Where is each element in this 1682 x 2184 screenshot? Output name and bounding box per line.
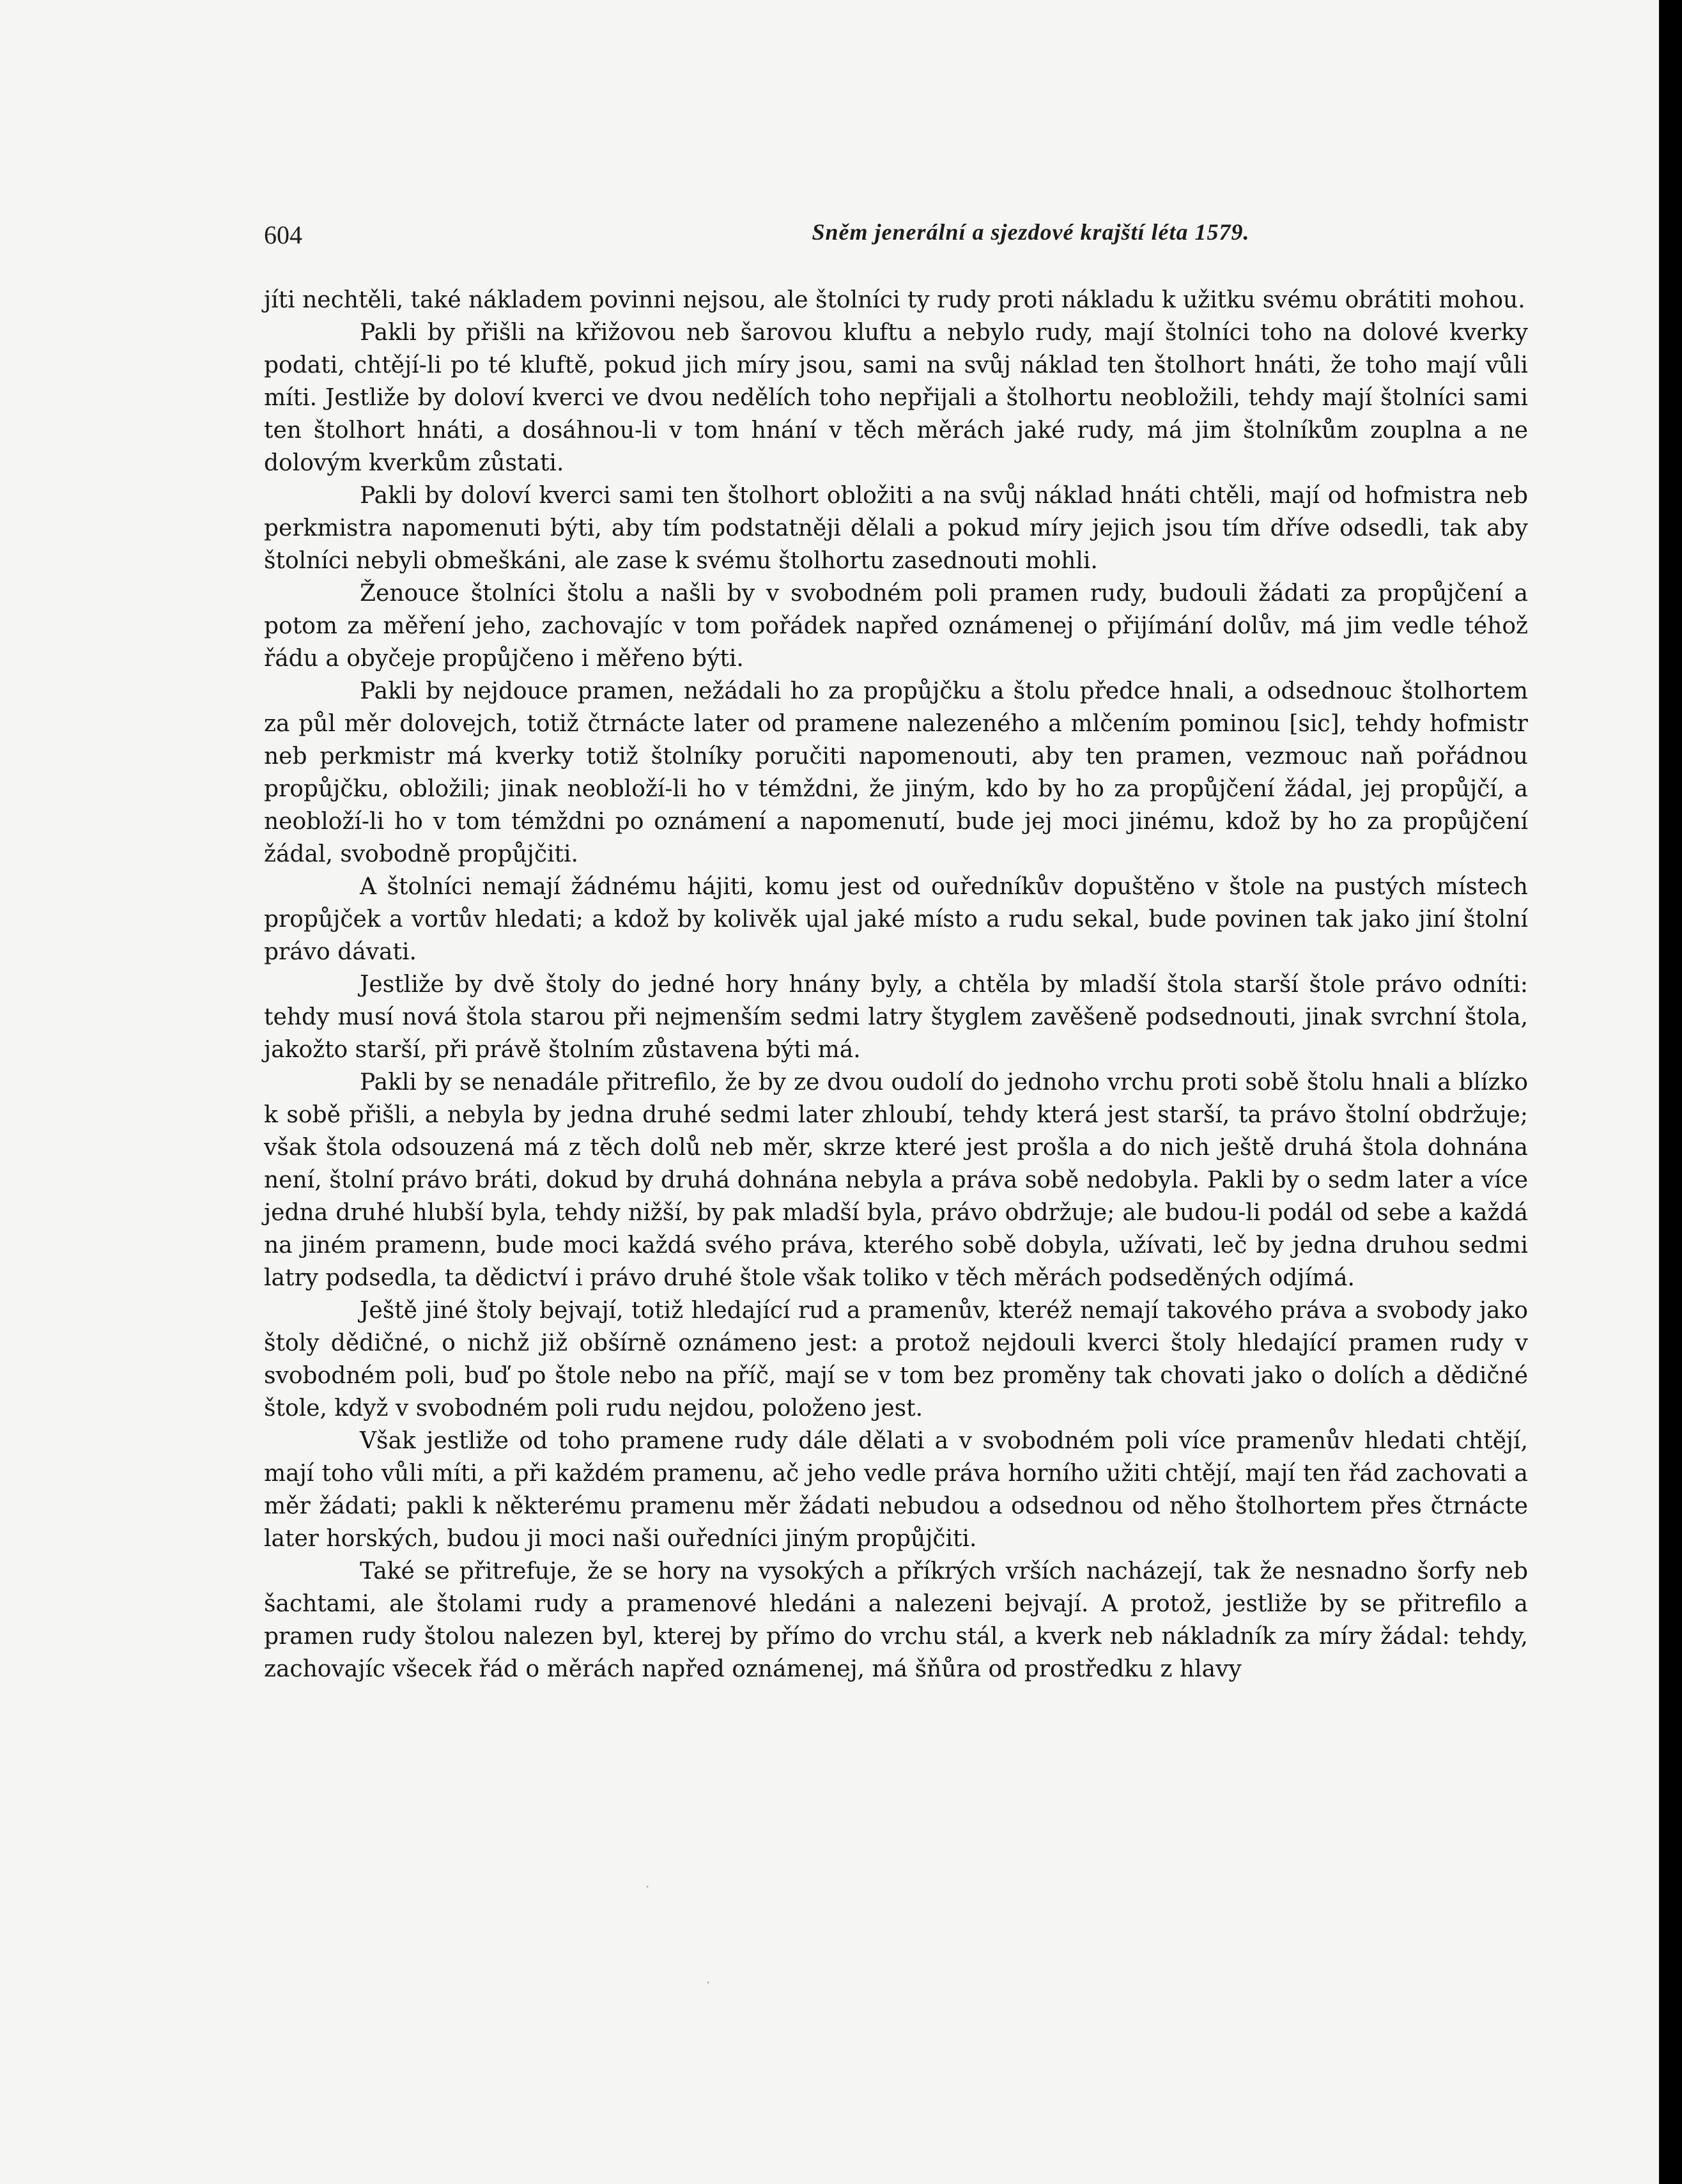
page-header	[264, 216, 1550, 254]
paragraph: A štolníci nemají žádnému hájiti, komu jest od ouředníkův dopuštěno v štole na pustých místech propůjček a vortův hledati; a kdož by kolivěk ujal jaké místo a rudu sekal, bude povinen tak jako jiní štolní právo dávati.	[264, 874, 1528, 965]
paragraph: Pakli by doloví kverci sami ten štolhort obložiti a na svůj náklad hnáti chtěli, mají od hofmistra neb perkmistra napomenuti býti, aby tím podstatněji dělali a pokud míry jejich jsou tím dříve odsedli, tak aby štolníci nebyli obmeškáni, ale zase k svému štolhortu zasednouti mohli.	[264, 483, 1528, 574]
body-text	[264, 284, 1528, 1685]
scan-speck: ·	[706, 1975, 711, 1990]
scan-speck: ·	[645, 1879, 650, 1894]
page-number: 604	[264, 221, 302, 249]
paragraph: Ještě jiné štoly bejvají, totiž hledající rud a pramenův, kteréž nemají takového práva a svobody jako štoly dědičné, o nichž již obšírně oznámeno jest: a protož nejdouli kverci štoly hledající pramen rudy v svobodném poli, buď po štole nebo na příč, mají se v tom bez proměny tak chovati jako o dolích a dědičné štole, když v svobodném poli rudu nejdou, položeno jest.	[264, 1297, 1528, 1421]
paragraph: Ženouce štolníci štolu a našli by v svobodném poli pramen rudy, budouli žádati za propůjčení a potom za měření jeho, zachovajíc v tom pořádek napřed oznámenej o přijímání dolův, má jim vedle téhož řádu a obyčeje propůjčeno i měřeno býti.	[264, 580, 1528, 672]
paragraph: jíti nechtěli, také nákladem povinni nejsou, ale štolníci ty rudy proti nákladu k užitku svému obrátiti mohou.	[264, 287, 1525, 313]
paragraph: Však jestliže od toho pramene rudy dále dělati a v svobodném poli více pramenův hledati chtějí, mají toho vůli míti, a při každém pramenu, ač jeho vedle práva horního užiti chtějí, mají ten řád zachovati a měr žádati; pakli k některému pramenu měr žádati nebudou a odsednou od něho štolhortem přes čtrnácte later horských, budou ji moci naši ouředníci jiným propůjčiti.	[264, 1428, 1528, 1552]
running-title: Sněm jenerální a sjezdové krajští léta 1579.	[812, 219, 1250, 245]
paragraph: Pakli by přišli na křižovou neb šarovou kluftu a nebylo rudy, mají štolníci toho na dolové kverky podati, chtějí-li po té kluftě, pokud jich míry jsou, sami na svůj náklad ten štolhort hnáti, že toho mají vůli míti. Jestliže by doloví kverci ve dvou nedělích toho nepřijali a štolhortu neobložili, tehdy mají štolníci sami ten štolhort hnáti, a dosáhnou-li v tom hnání v těch měrách jaké rudy, má jim štolníkům zouplna a ne dolovým kverkům zůstati.	[264, 320, 1528, 476]
paragraph: Pakli by nejdouce pramen, nežádali ho za propůjčku a štolu předce hnali, a odsednouc štolhortem za půl měr dolovejch, totiž čtrnácte later od pramene nalezeného a mlčením pominou [sic], tehdy hofmistr neb perkmistr má kverky totiž štolníky poručiti napomenouti, aby ten pramen, vezmouc naň pořádnou propůjčku, obložili; jinak neobloží-li ho v témždni, že jiným, kdo by ho za propůjčení žádal, jej propůjčí, a neobloží-li ho v tom témždni po oznámení a napomenutí, bude jej moci jinému, kdož by ho za propůjčení žádal, svobodně propůjčiti.	[264, 678, 1528, 867]
paragraph: Pakli by se nenadále přitrefilo, že by ze dvou oudolí do jednoho vrchu proti sobě štolu hnali a blízko k sobě přišli, a nebyla by jedna druhé sedmi later zhloubí, tehdy která jest starší, ta právo štolní obdržuje; však štola odsouzená má z těch dolů neb měr, skrze které jest prošla a do nich ještě druhá štola dohnána není, štolní právo bráti, dokud by druhá dohnána nebyla a práva sobě nedobyla. Pakli by o sedm later a více jedna druhé hlubší byla, tehdy nižší, by pak mladší byla, právo obdržuje; ale budou-li podál od sebe a každá na jiném pramenn, bude moci každá svého práva, kterého sobě dobyla, užívati, leč by jedna druhou sedmi latry podsedla, ta dědictví i právo druhé štole však toliko v těch měrách podseděných odjímá.	[264, 1069, 1528, 1291]
paragraph: Jestliže by dvě štoly do jedné hory hnány byly, a chtěla by mladší štola starší štole právo odníti: tehdy musí nová štola starou při nejmenším sedmi latry štyglem zavěšeně podsednouti, jinak svrchní štola, jakožto starší, při právě štolním zůstavena býti má.	[264, 972, 1528, 1063]
paragraph: Také se přitrefuje, že se hory na vysokých a příkrých vrších nacházejí, tak že nesnadno šorfy neb šachtami, ale štolami rudy a pramenové hledáni a nalezeni bejvají. A protož, jestliže by se přitrefilo a pramen rudy štolou nalezen byl, kterej by přímo do vrchu stál, a kverk neb nákladník za míry žádal: tehdy, zachovajíc všecek řád o měrách napřed oznámenej, má šňůra od prostředku z hlavy	[264, 1558, 1528, 1682]
